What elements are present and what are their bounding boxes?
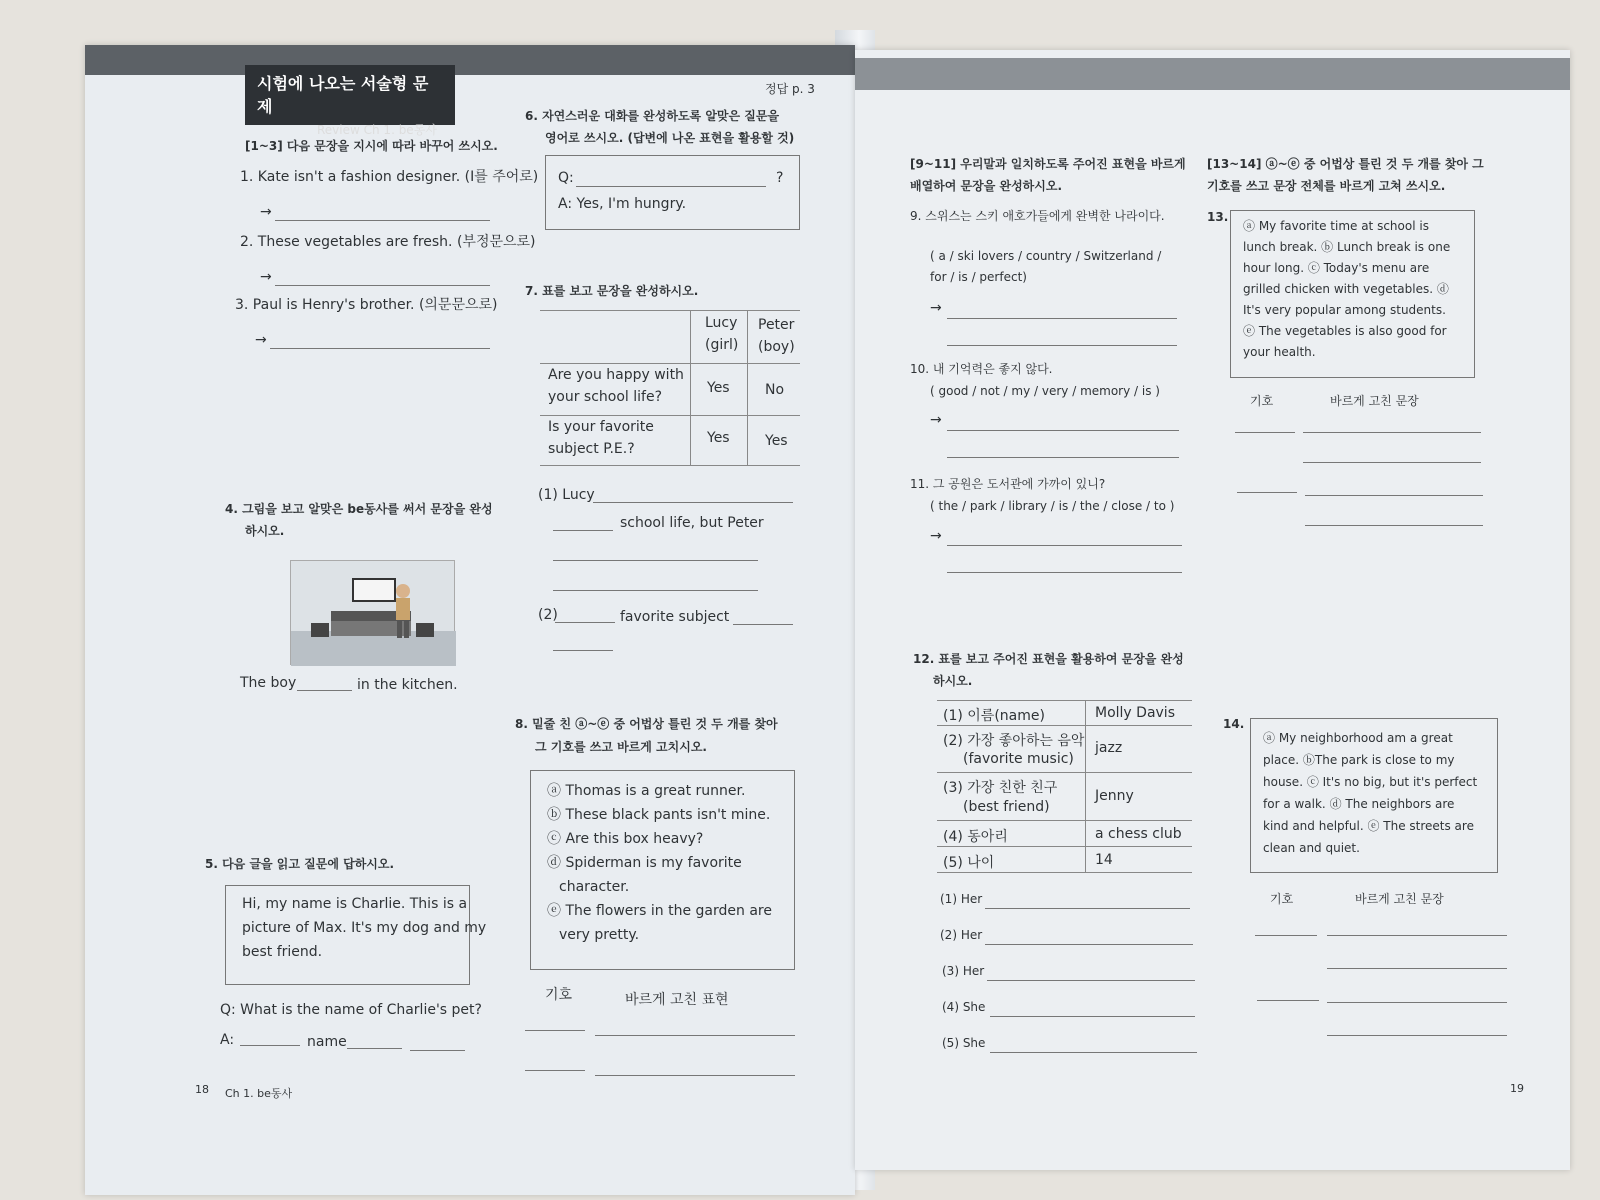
q13-blank-1[interactable] [1235,432,1295,433]
q12-val-4: a chess club [1095,826,1182,842]
q13-14-instruction-cont: 기호를 쓰고 문장 전체를 바르게 고쳐 쓰시오. [1207,179,1446,193]
q9-11-instruction-cont: 배열하여 문장을 완성하시오. [910,179,1063,193]
q12-key-5: (5) 나이 [943,855,995,871]
q12-answer-4: (4) She [942,1000,986,1014]
q4-sentence-end: in the kitchen. [357,677,458,693]
q5-passage-line: picture of Max. It's my dog and my [242,920,487,936]
question-2: 2. These vegetables are fresh. (부정문으로) [240,234,536,250]
q11-arrow: → [930,528,942,544]
q14-line: for a walk. ⓓ The neighbors are [1263,797,1455,811]
q8-blank-2[interactable] [595,1035,795,1036]
q12-blank-3[interactable] [987,980,1195,981]
q13-col-symbol: 기호 [1250,394,1274,408]
question-7: 7. 표를 보고 문장을 완성하시오. [525,284,699,298]
q7-row1-q2: your school life? [548,389,663,405]
q7-row1-lucy: Yes [707,380,730,396]
q14-blank-2[interactable] [1327,935,1507,936]
q8-blank-3[interactable] [525,1070,585,1071]
q12-blank-4[interactable] [990,1016,1195,1017]
arrow-3: → [255,332,267,348]
q5-answer-mid: name [307,1034,347,1050]
arrow-1: → [260,204,272,220]
q10-blank-2[interactable] [947,457,1179,458]
question-1: 1. Kate isn't a fashion designer. (I를 주어로) [240,169,539,185]
q14-line: kind and helpful. ⓔ The streets are [1263,819,1474,833]
q12-answer-1: (1) Her [940,892,983,906]
right-top-band [855,58,1570,90]
q5-blank-1[interactable] [240,1045,300,1046]
question-6-cont: 영어로 쓰시오. (답변에 나온 표현을 활용할 것) [545,131,795,145]
q7-blank-5[interactable] [555,622,615,623]
q6-blank[interactable] [576,186,766,187]
left-top-band [85,45,855,75]
q13-blank-5[interactable] [1305,495,1483,496]
q7-row2-q: Is your favorite [548,419,654,435]
q6-answer: A: Yes, I'm hungry. [558,196,687,212]
q8-blank-4[interactable] [595,1075,795,1076]
q11-blank-2[interactable] [947,572,1182,573]
question-8-cont: 그 기호를 쓰고 바르게 고치시오. [535,740,707,754]
q8-sentence: ⓐ Thomas is a great runner. [547,783,746,799]
question-9: 9. 스위스는 스키 애호가들에게 완벽한 나라이다. [910,209,1165,223]
bedroom-boy-illustration [290,560,455,665]
q10-words: ( good / not / my / very / memory / is ) [930,384,1160,398]
q13-line: your health. [1243,345,1316,359]
q13-line: lunch break. ⓑ Lunch break is one [1243,240,1451,254]
q12-key-3: (3) 가장 친한 친구 [943,780,1058,796]
question-12-cont: 하시오. [933,674,973,688]
q14-passage-box [1250,718,1498,873]
question-8: 8. 밑줄 친 ⓐ~ⓔ 중 어법상 틀린 것 두 개를 찾아 [515,717,778,731]
q9-words-cont: for / is / perfect) [930,270,1027,284]
right-page [855,50,1570,1170]
question-13: 13. [1207,210,1229,224]
q14-blank-3[interactable] [1327,968,1507,969]
q12-key-4: (4) 동아리 [943,829,1008,845]
q12-key-1: (1) 이름(name) [943,708,1045,724]
q9-11-instruction: [9~11] 우리말과 일치하도록 주어진 표현을 바르게 [910,157,1186,171]
q5-passage-box [225,885,487,985]
q8-sentences-box [530,770,795,970]
q13-line: grilled chicken with vegetables. ⓓ [1243,282,1449,296]
q14-blank-5[interactable] [1327,1002,1507,1003]
q7-col-peter: Peter [758,317,795,333]
q8-sentence: character. [559,879,630,895]
left-page [85,45,855,1195]
q14-blank-6[interactable] [1327,1035,1507,1036]
q14-line: place. ⓑThe park is close to my [1263,753,1455,767]
q12-answer-3: (3) Her [942,964,985,978]
question-14: 14. [1223,717,1245,731]
q6-q-label: Q: [558,170,574,186]
q12-blank-2[interactable] [985,944,1193,945]
q9-words: ( a / ski lovers / country / Switzerland / [930,249,1162,263]
q12-val-5: 14 [1095,852,1113,868]
q10-arrow: → [930,412,942,428]
answer-line-3[interactable] [270,348,490,349]
q8-sentence: ⓓ Spiderman is my favorite [547,855,742,871]
question-5: 5. 다음 글을 읽고 질문에 답하시오. [205,857,395,871]
q8-sentence: ⓒ Are this box heavy? [547,831,704,847]
q6-qmark: ? [776,170,784,186]
q7-row2-q2: subject P.E.? [548,441,635,457]
q7-row1-q: Are you happy with [548,367,684,383]
q12-val-3: Jenny [1095,788,1134,804]
page-number-left: 18 [195,1083,209,1096]
q12-blank-1[interactable] [985,908,1190,909]
q12-answer-5: (5) She [942,1036,986,1050]
q13-blank-3[interactable] [1303,462,1481,463]
q7-col-peter-sub: (boy) [758,339,795,355]
q13-line: ⓐ My favorite time at school is [1243,219,1429,233]
q7-blank-4[interactable] [553,590,758,591]
q5-passage-line: Hi, my name is Charlie. This is a [242,896,468,912]
q12-val-1: Molly Davis [1095,705,1175,721]
q7-row2-lucy: Yes [707,430,730,446]
q11-words: ( the / park / library / is / the / close / to ) [930,499,1175,513]
section-subtitle: Review Ch 1. be동사 [317,123,437,137]
q13-blank-6[interactable] [1305,525,1483,526]
q5-answer-prefix: A: [220,1032,235,1048]
q14-line: house. ⓒ It's no big, but it's perfect [1263,775,1478,789]
q12-key-2: (2) 가장 좋아하는 음악 [943,733,1085,749]
section-header [245,65,455,137]
page-number-right: 19 [1510,1082,1524,1095]
question-3: 3. Paul is Henry's brother. (의문문으로) [235,297,498,313]
question-11: 11. 그 공원은 도서관에 가까이 있니? [910,477,1106,491]
q5-blank-3[interactable] [410,1050,465,1051]
q14-blank-1[interactable] [1255,935,1317,936]
q14-line: clean and quiet. [1263,841,1360,855]
q1-3-instruction: [1~3] 다음 문장을 지시에 따라 바꾸어 쓰시오. [245,139,498,153]
section-title: 시험에 나오는 서술형 문제 [257,74,429,116]
q7-blank-3[interactable] [553,560,758,561]
q14-col-sentence: 바르게 고친 문장 [1355,892,1444,906]
question-6: 6. 자연스러운 대화를 완성하도록 알맞은 질문을 [525,109,780,123]
q7-blank-6[interactable] [733,624,793,625]
page-footer: Ch 1. be동사 [225,1087,293,1100]
q8-sentence: ⓔ The flowers in the garden are [547,903,772,919]
question-4: 4. 그림을 보고 알맞은 be동사를 써서 문장을 완성 [225,502,493,516]
q7-blank-2[interactable] [553,530,613,531]
q7-row1-peter: No [765,382,785,398]
q13-line: It's very popular among students. [1243,303,1446,317]
q9-blank-2[interactable] [947,345,1177,346]
q9-blank-1[interactable] [947,318,1177,319]
q12-val-2: jazz [1095,740,1123,756]
q5-question: Q: What is the name of Charlie's pet? [220,1002,482,1018]
q12-key-2-sub: (favorite music) [963,751,1074,767]
q8-blank-1[interactable] [525,1030,585,1031]
question-12: 12. 표를 보고 주어진 표현을 활용하여 문장을 완성 [913,652,1184,666]
q7-answer-1: (1) Lucy [538,487,595,503]
q6-dialogue-box [545,155,800,230]
q13-passage-box [1230,210,1475,378]
q14-col-symbol: 기호 [1270,892,1294,906]
answer-reference: 정답 p. 3 [765,82,815,96]
q5-passage-line: best friend. [242,944,323,960]
q13-line: ⓔ The vegetables is also good for [1243,324,1447,338]
q13-col-sentence: 바르게 고친 문장 [1330,394,1419,408]
q7-row2-peter: Yes [765,433,788,449]
q12-key-3-sub: (best friend) [963,799,1050,815]
q9-arrow: → [930,300,942,316]
q13-blank-2[interactable] [1303,432,1481,433]
answer-line-2[interactable] [275,285,490,286]
q8-col-symbol: 기호 [545,987,573,1003]
q13-blank-4[interactable] [1237,492,1297,493]
answer-line-1[interactable] [275,220,490,221]
q7-blank-1[interactable] [593,502,793,503]
q8-col-correction: 바르게 고친 표현 [625,992,729,1008]
q8-sentence: very pretty. [559,927,640,943]
arrow-2: → [260,269,272,285]
q7-col-lucy-sub: (girl) [705,337,739,353]
q13-14-instruction: [13~14] ⓐ~ⓔ 중 어법상 틀린 것 두 개를 찾아 그 [1207,157,1484,171]
q10-blank-1[interactable] [947,430,1179,431]
q12-blank-5[interactable] [990,1052,1197,1053]
q7-answer-1b: school life, but Peter [620,515,764,531]
q7-answer-2: (2) [538,607,558,623]
q7-answer-2b: favorite subject [620,609,730,625]
q7-blank-7[interactable] [553,650,613,651]
q14-line: ⓐ My neighborhood am a great [1263,731,1453,745]
q4-blank[interactable] [297,690,352,691]
q7-col-lucy: Lucy [705,315,738,331]
q14-blank-4[interactable] [1257,1000,1319,1001]
question-10: 10. 내 기억력은 좋지 않다. [910,362,1053,376]
q13-line: hour long. ⓒ Today's menu are [1243,261,1430,275]
q12-answer-2: (2) Her [940,928,983,942]
q11-blank-1[interactable] [947,545,1182,546]
question-4-cont: 하시오. [245,524,285,538]
q8-sentence: ⓑ These black pants isn't mine. [547,807,771,823]
q5-blank-2[interactable] [347,1048,402,1049]
q4-sentence-start: The boy [240,675,297,691]
